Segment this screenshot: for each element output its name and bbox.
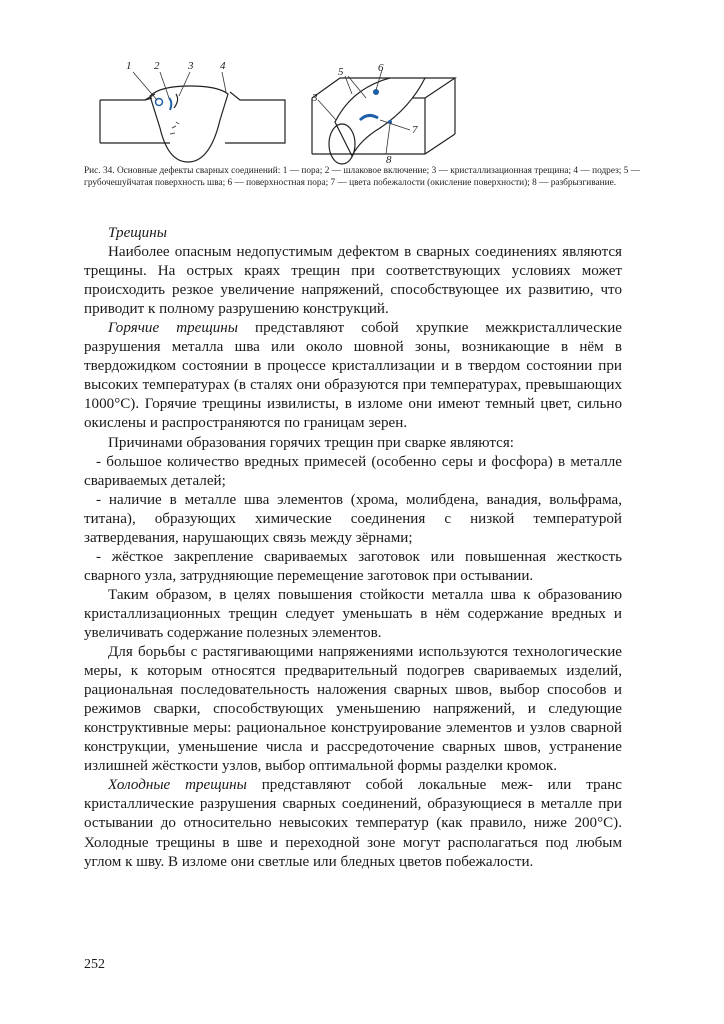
paragraph: Наиболее опасным недопустимым дефектом в сварных соединениях являются трещины. На острых краях трещин при соответствующих условиях может происходить резкое увеличение напряжений, способствующее их развитию, что приводит к полному разрушению конструкций. xyxy=(84,244,622,318)
body-text xyxy=(84,224,622,872)
weld-cross-section xyxy=(100,86,285,162)
list-item: - наличие в металле шва элементов (хрома, молибдена, ванадия, вольфрама, титана), образующих химические соединения с низкой температурой затвердевания, нарушающих связь между зёрнами; xyxy=(84,491,622,546)
paragraph: Таким образом, в целях повышения стойкости металла шва к образованию кристаллизационных трещин следует уменьшать в нём содержание вредных и увеличивать содержание полезных элементов. xyxy=(84,586,622,641)
figure-label: 2 xyxy=(154,60,160,72)
figure-label: 6 xyxy=(378,62,384,74)
paragraph-text: представляют собой хрупкие межкристаллические разрушения металла шва или около шовной зоны, возникающие в нём в твердожидком состоянии в процессе кристаллизации и в твердом состоянии при высоких температурах (в сталях они образуются при температурах, превышающих 1000°С). Горячие трещины извилисты, в изломе они имеют темный цвет, сильно окислены и распространяются по границам зерен. xyxy=(84,320,623,432)
list-item: - жёсткое закрепление свариваемых заготовок или повышенная жесткость сварного узла, затрудняющие перемещение заготовок при остывании. xyxy=(84,548,622,584)
figure-label: 8 xyxy=(386,154,392,166)
weld-defects-drawing xyxy=(90,58,630,168)
paragraph: Для борьбы с растягивающими напряжениями используются технологические меры, к которым относятся предварительный подогрев свариваемых изделий, рациональная последовательность наложения сварных швов, выбор способов и режимов сварки, способствующих уменьшению напряжений, и следующие конструктивные меры: рациональное конструирование элементов и узлов сварной конструкции, уменьшение числа и рассредоточение сварных швов, устранение излишней жёсткости узлов, выбор оптимальной формы разделки кромок. xyxy=(84,644,622,775)
section-heading: Трещины xyxy=(108,225,167,241)
page-number: 252 xyxy=(84,957,105,972)
weld-defects-figure xyxy=(90,58,630,168)
figure-label: 3 xyxy=(312,92,318,104)
paragraph xyxy=(84,776,622,871)
paragraph: Причинами образования горячих трещин при сварке являются: xyxy=(108,434,514,451)
list-item: - большое количество вредных примесей (особенно серы и фосфора) в металле свариваемых деталей; xyxy=(84,453,622,489)
figure-label: 3 xyxy=(188,60,194,72)
slag-inclusion-mark xyxy=(169,98,171,110)
figure-label: 1 xyxy=(126,60,132,72)
figure-caption: Рис. 34. Основные дефекты сварных соединений: 1 — пора; 2 — шлаковое включение; 3 — кристаллизационная трещина; 4 — подрез; 5 — грубочешуйчатая поверхность шва; 6 — поверхностная пора; 7 — цвета побежалости (окисление поверхности); 8 — разбрызгивание. xyxy=(84,166,640,188)
temper-color-mark xyxy=(360,115,378,120)
term-cold-cracks: Холодные трещины xyxy=(108,777,247,794)
figure-label: 4 xyxy=(220,60,226,72)
paragraph-text: представляют собой локальные меж- или транс кристаллические разрушения сварных соединений, образующиеся в металле при остывании до относительно невысоких температур (как правило, ниже 200°С). Холодные трещины в шве и переходной зоне могут располагаться под любым углом к шву. В изломе они светлые или бледных цветов побежалости. xyxy=(84,777,622,870)
term-hot-cracks: Горячие трещины xyxy=(108,320,239,337)
figure-label: 7 xyxy=(412,124,418,136)
paragraph xyxy=(84,319,622,433)
figure-label: 5 xyxy=(338,66,344,78)
